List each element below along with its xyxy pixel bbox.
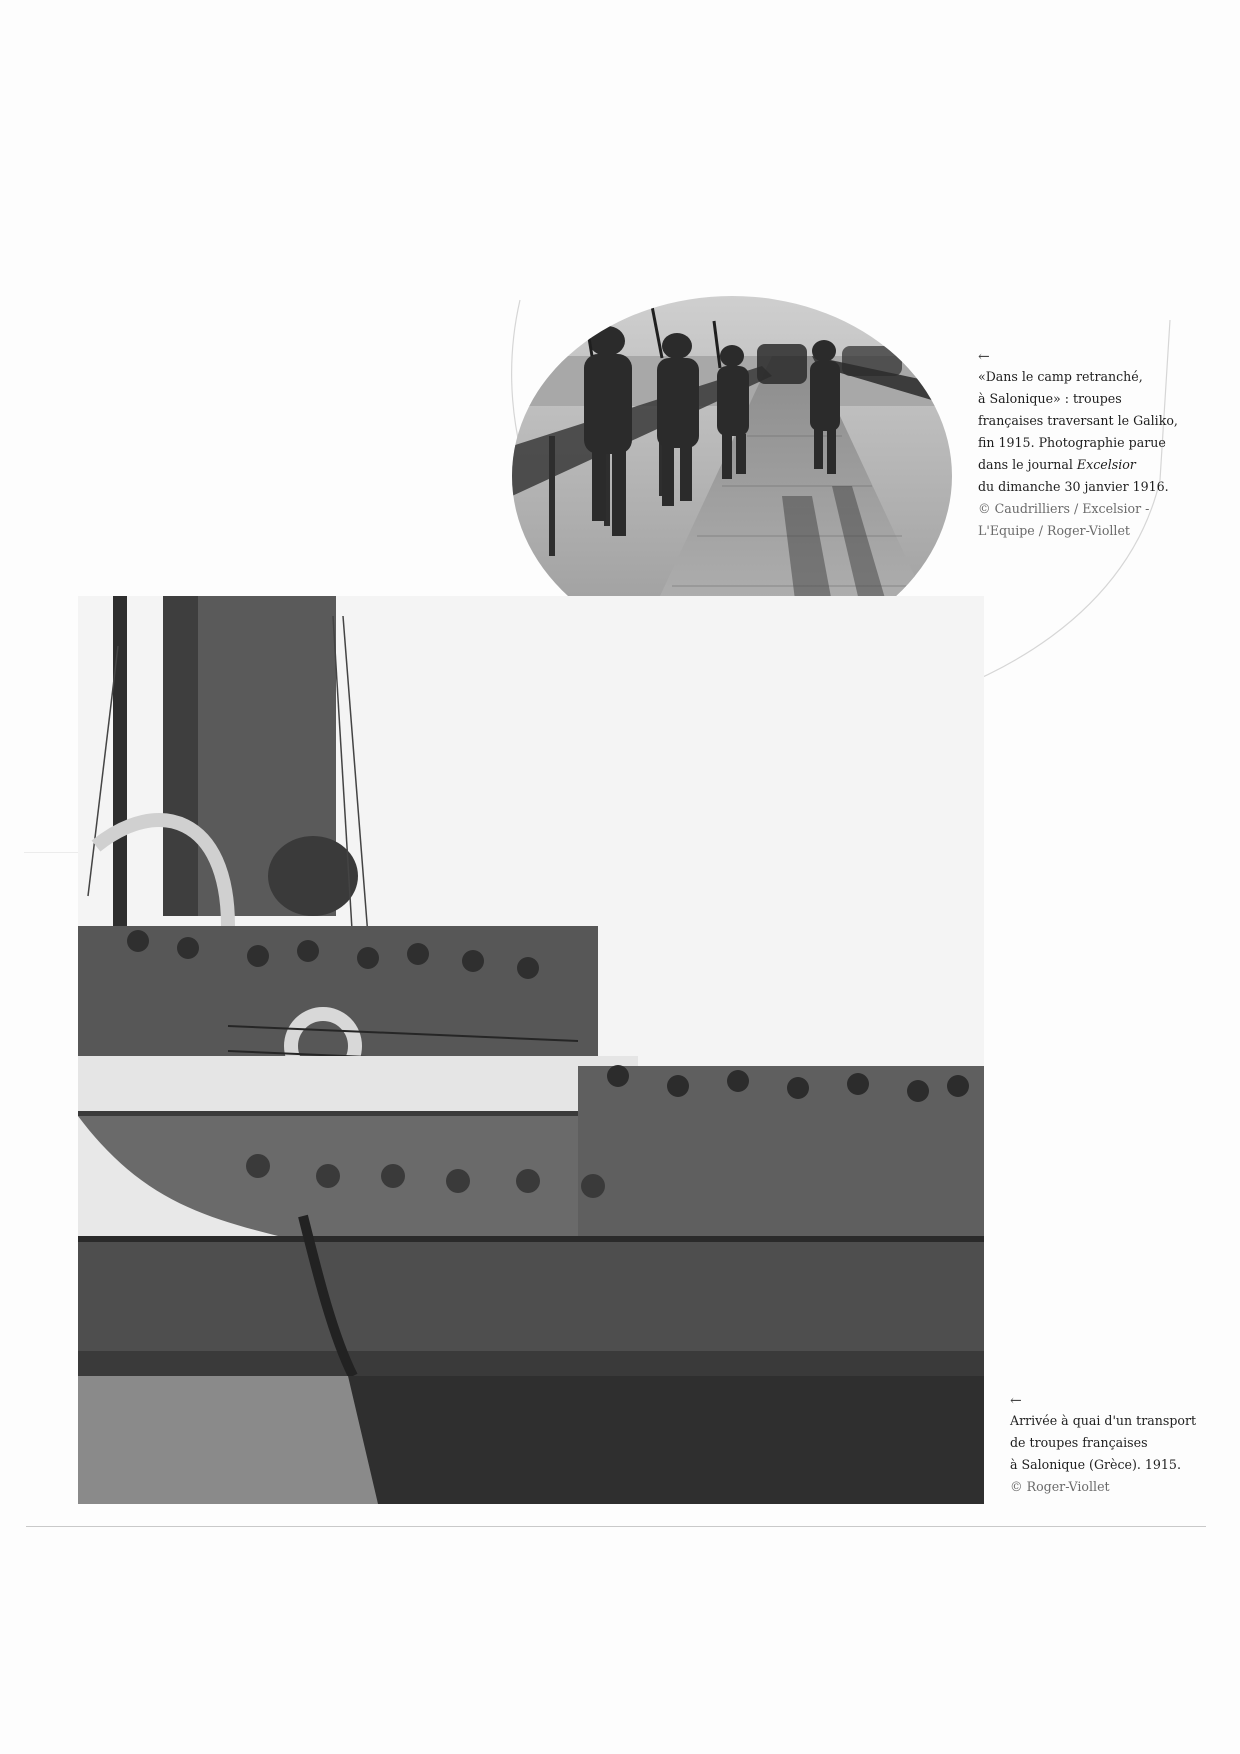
bridge-photo-caption xyxy=(978,348,1178,542)
journal-name: Excelsior xyxy=(1076,457,1136,472)
photo-credit: © Caudrilliers / Excelsior - xyxy=(978,501,1150,516)
page-edge-line xyxy=(26,1526,1206,1527)
caption-line: à Salonique (Grèce). 1915. xyxy=(1010,1457,1181,1472)
photo-credit: L'Equipe / Roger-Viollet xyxy=(978,523,1130,538)
caption-line: «Dans le camp retranché, xyxy=(978,369,1143,384)
caption-line: dans le journal xyxy=(978,457,1077,472)
caption-line-journal xyxy=(978,454,1178,476)
caption-line: du dimanche 30 janvier 1916. xyxy=(978,479,1169,494)
caption-line: françaises traversant le Galiko, xyxy=(978,413,1178,428)
ship-photo-caption xyxy=(1010,1392,1210,1498)
caption-line: à Salonique» : troupes xyxy=(978,391,1122,406)
caption-line: de troupes françaises xyxy=(1010,1435,1148,1450)
caption-line: Arrivée à quai d'un transport xyxy=(1010,1413,1197,1428)
photo-credit: © Roger-Viollet xyxy=(1010,1479,1110,1494)
left-arrow-icon: ← xyxy=(1010,1393,1022,1409)
ship-troops-photo xyxy=(78,596,984,1504)
caption-line: fin 1915. Photographie parue xyxy=(978,435,1166,450)
left-arrow-icon: ← xyxy=(978,349,990,365)
